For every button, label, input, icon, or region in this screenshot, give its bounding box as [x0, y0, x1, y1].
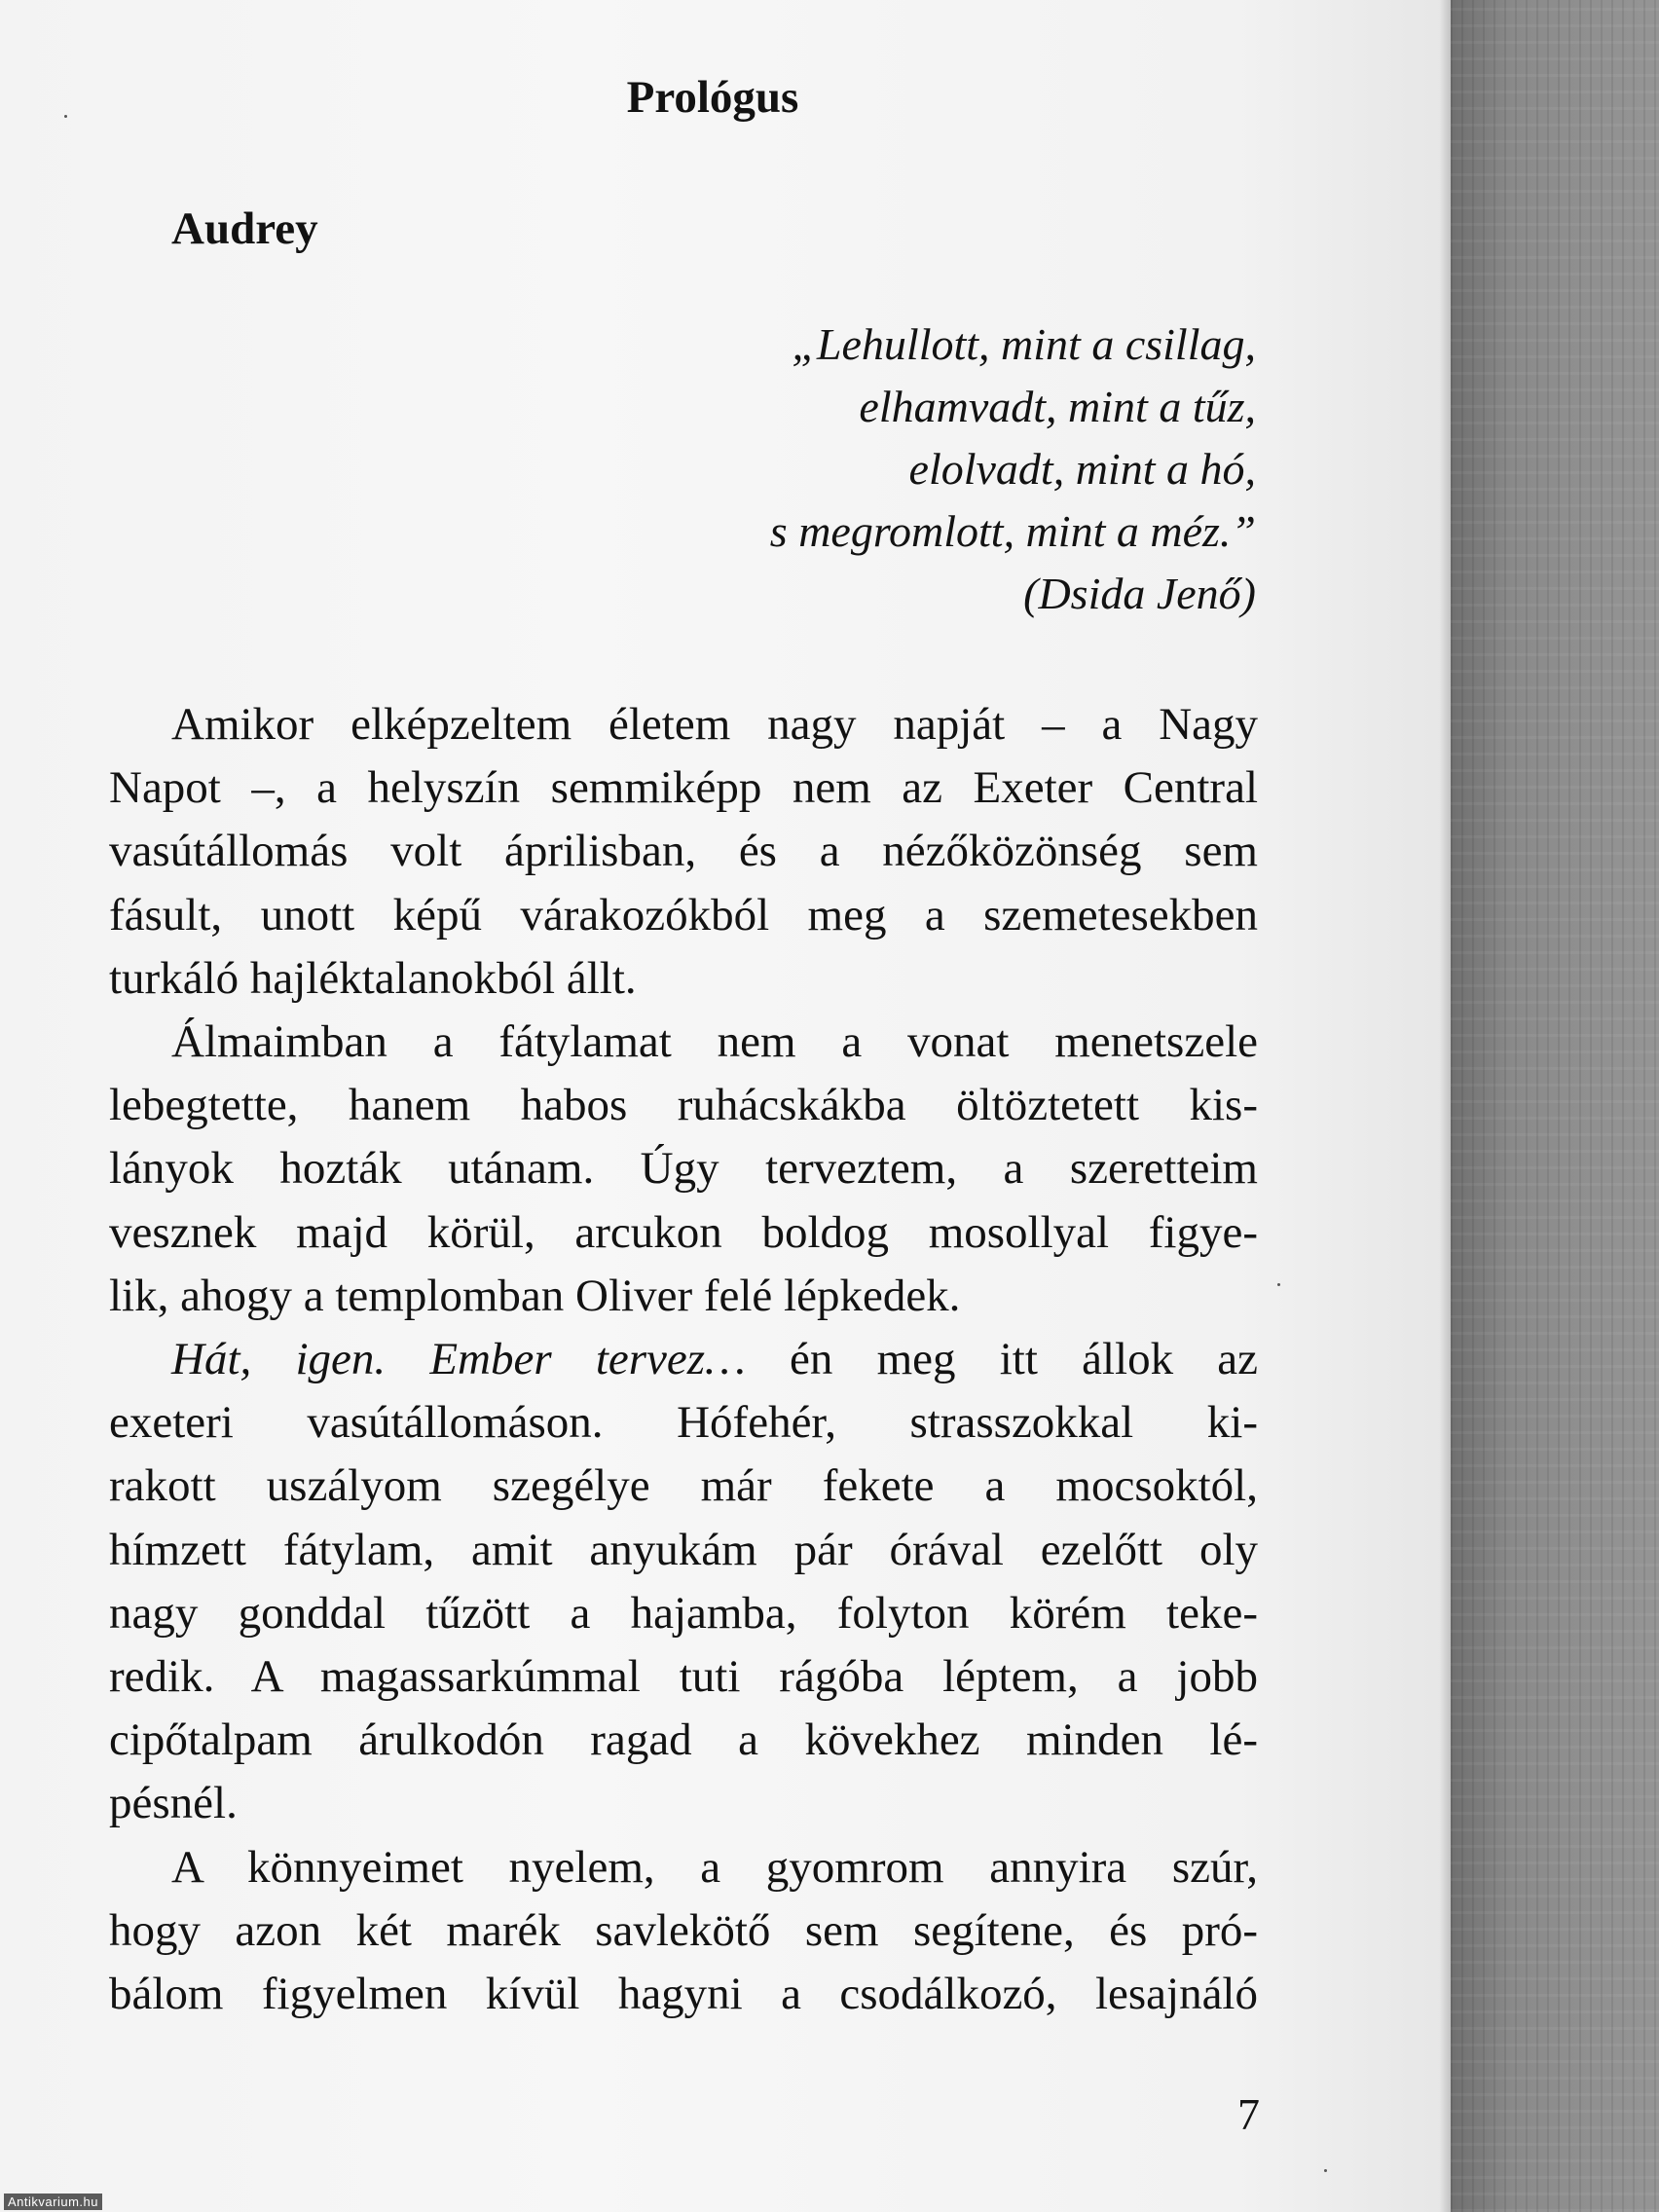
text-line: Napot –, a helyszín semmiképp nem az Exeter Central: [109, 762, 1258, 814]
text-line: Amikor elképzeltem életem nagy napját – a Nagy: [171, 699, 1258, 750]
text-line: pésnél.: [109, 1778, 238, 1829]
text-line: turkáló hajléktalanokból állt.: [109, 952, 637, 1004]
section-title: Audrey: [171, 203, 318, 254]
text-line: hímzett fátylam, amit anyukám pár órával ezelőtt oly: [109, 1524, 1258, 1575]
italic-phrase: Hát, igen. Ember tervez…: [171, 1334, 746, 1385]
text-line: bálom figyelmen kívül hagyni a csodálkozó, lesajnáló: [109, 1969, 1258, 2020]
text-line: fásult, unott képű várakozókból meg a szemetesekben: [109, 889, 1258, 940]
text-line: [109, 1328, 1258, 1391]
text-line: lányok hozták utánam. Úgy terveztem, a szeretteim: [109, 1143, 1258, 1195]
epigraph-line: s megromlott, mint a méz.”: [769, 506, 1256, 556]
text-line: rakott uszályom szegélye már fekete a mocsoktól,: [109, 1460, 1258, 1512]
text-line: A könnyeimet nyelem, a gyomrom annyira szúr,: [171, 1841, 1258, 1893]
dust-speck: [1277, 1283, 1280, 1286]
paragraph: [109, 1328, 1258, 1836]
paragraph: [109, 1011, 1258, 1328]
paragraph: [109, 1836, 1258, 2027]
text-line: lebegtette, hanem habos ruhácskákba öltöztetett kis-: [109, 1080, 1258, 1131]
text-line: nagy gonddal tűzött a hajamba, folyton körém teke-: [109, 1587, 1258, 1639]
text-line: lik, ahogy a templomban Oliver felé lépkedek.: [109, 1270, 961, 1321]
text-fragment: én meg itt állok az: [745, 1334, 1259, 1385]
page-number: 7: [1237, 2089, 1260, 2139]
epigraph-line: elolvadt, mint a hó,: [908, 444, 1256, 494]
text-line: redik. A magassarkúmmal tuti rágóba léptem, a jobb: [109, 1651, 1258, 1703]
epigraph-line: elhamvadt, mint a tűz,: [859, 382, 1256, 431]
text-line: cipőtalpam árulkodón ragad a kövekhez minden lé-: [109, 1714, 1258, 1766]
text-line: vesznek majd körül, arcukon boldog mosollyal figye-: [109, 1206, 1258, 1258]
epigraph-attribution: (Dsida Jenő): [1023, 569, 1256, 618]
text-line: hogy azon két marék savlekötő sem segítene, és pró-: [109, 1904, 1258, 1956]
watermark: Antikvarium.hu: [4, 2194, 102, 2210]
body-text: [109, 693, 1258, 2026]
dust-speck: [64, 115, 67, 118]
text-line: vasútállomás volt áprilisban, és a nézőközönség sem: [109, 826, 1258, 877]
background-surface: [1451, 0, 1659, 2212]
epigraph: [487, 313, 1256, 625]
epigraph-line: „Lehullott, mint a csillag,: [792, 319, 1256, 369]
text-line: Álmaimban a fátylamat nem a vonat menetszele: [171, 1016, 1258, 1068]
dust-speck: [1324, 2169, 1327, 2172]
chapter-title: Prológus: [626, 72, 799, 123]
text-line: exeteri vasútállomáson. Hófehér, strasszokkal ki-: [109, 1397, 1258, 1449]
paragraph: [109, 693, 1258, 1011]
